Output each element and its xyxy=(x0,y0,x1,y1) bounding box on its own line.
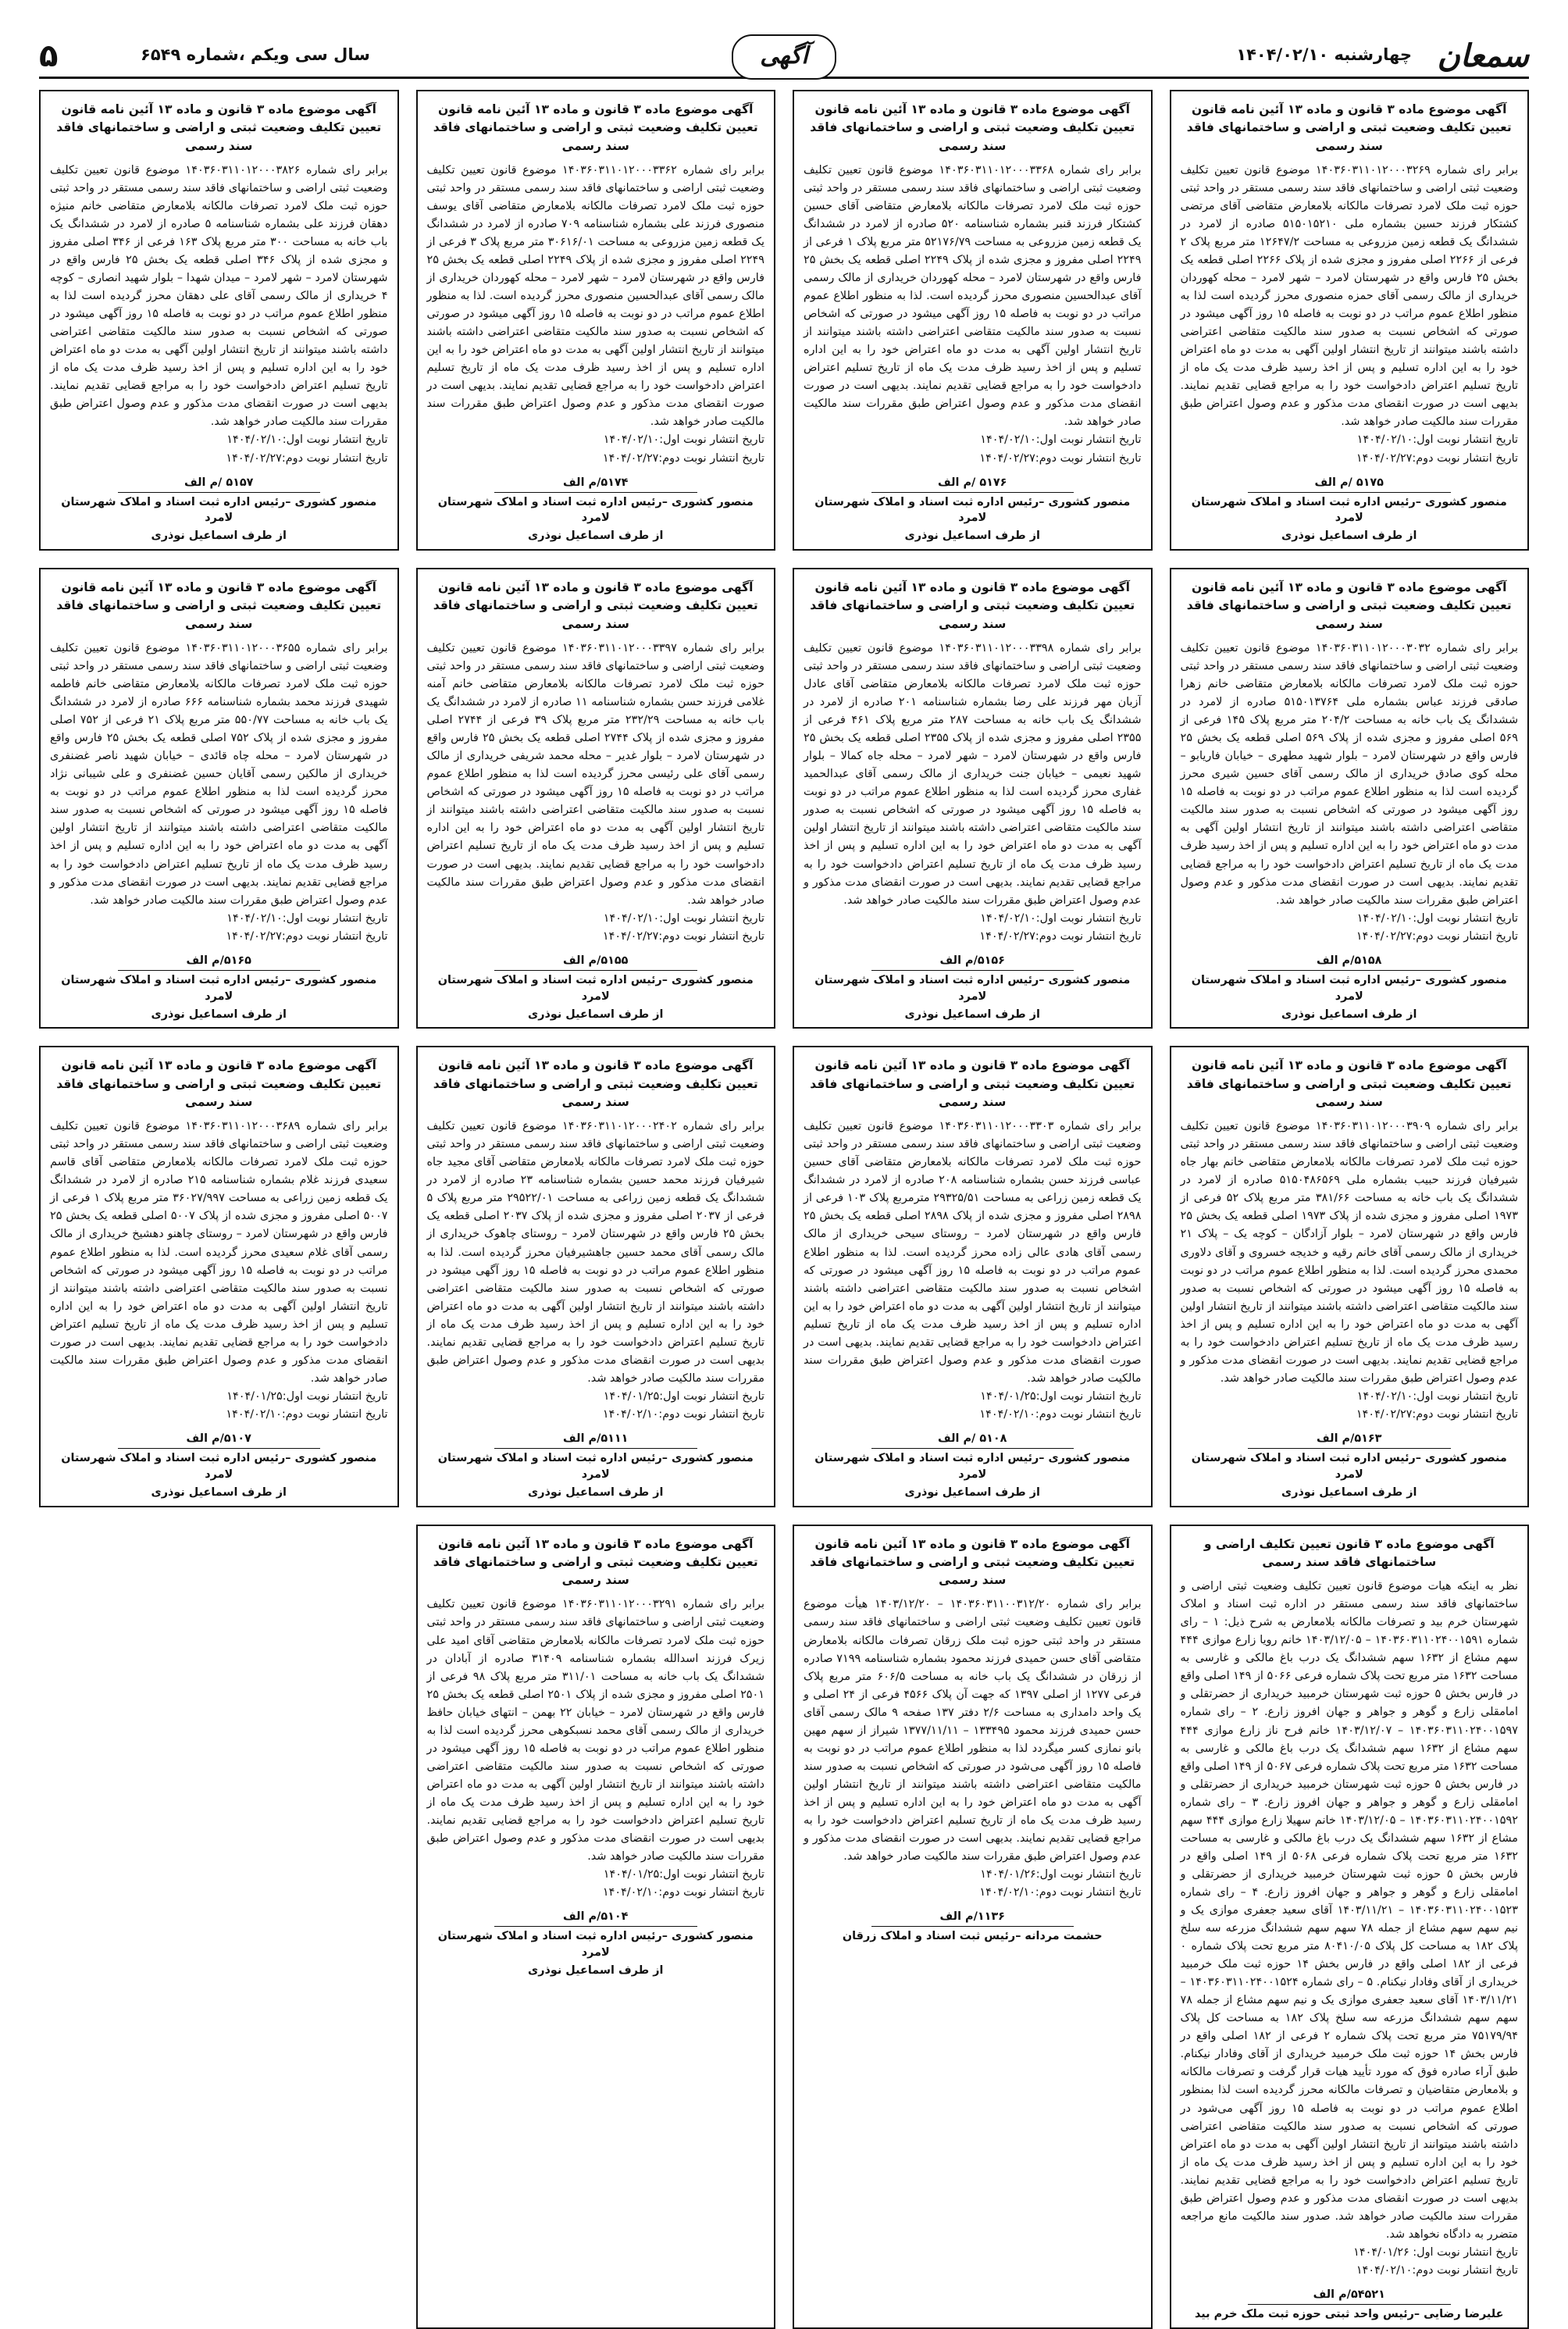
ad-date-second: تاریخ انتشار نوبت دوم:۱۴۰۴/۰۲/۱۰ xyxy=(1356,2263,1518,2277)
ad-date-first: تاریخ انتشار نوبت اول:۱۴۰۴/۰۱/۲۵ xyxy=(603,1868,764,1881)
section-title: آگهی xyxy=(732,34,836,80)
ad-code: ۵۱۵۶/م الف xyxy=(939,954,1005,967)
ad-body: برابر رای شماره ۱۴۰۳۶۰۳۱۱۰۱۲۰۰۰۳۰۳۲ موضوع قانون تعیین تکلیف وضعیت ثبتی اراضی و ساختمانهای فاقد سند رسمی مستقر در واحد ثبتی حوزه ثبت ملک لامرد تصرفات مالکانه بلامعارض متقاضی خانم زهرا صادقی فرزند عباس بشماره ملی ۵۱۵۰۱۳۷۶۴ صادره از لامرد در ششدانگ یک باب خانه به مساحت ۲۰۴/۲ متر مربع پلاک ۱۴۵ فرعی از ۵۶۹ اصلی مفروز و مجزی شده از پلاک ۵۶۹ اصلی قطعه یک بخش ۲۵ فارس واقع در شهرستان لامرد – بلوار شهید مطهری – خیابان فاریابو – محله کوی صادق خریداری از مالک رسمی آقای حسین شیری محرز گردیده است لذا به منظور اطلاع عموم مراتب در دو نوبت به فاصله ۱۵ روز آگهی میشود در صورتی که اشخاص نسبت به صدور سند مالکیت متقاضی اعتراضی داشته باشند میتوانند از تاریخ انتشار اولین آگهی به مدت دو ماه اعتراض خود را به این اداره تسلیم و پس از اخذ رسید ظرف مدت یک ماه از تاریخ تسلیم اعتراض دادخواست خود را به مراجع قضایی تقدیم نمایند. بدیهی است در صورت انقضای مدت مذکور و عدم وصول اعتراض طبق مقررات سند مالکیت صادر خواهد شد. xyxy=(1180,641,1518,907)
ad-code: ۵۱۵۷ /م الف xyxy=(184,476,254,489)
divider xyxy=(118,1448,321,1449)
ad-date-second: تاریخ انتشار نوبت دوم:۱۴۰۴/۰۲/۱۰ xyxy=(602,1407,764,1421)
ad-signer: منصور کشوری –رئیس اداره ثبت اسناد و املاک شهرستان لامرد xyxy=(1191,1452,1507,1481)
ad-body: برابر رای شماره ۱۴۰۳۶۰۳۱۱۰۰۳۱۲/۲۰ – ۱۴۰۳/۱۲/۲۰ هیأت موضوع قانون تعیین تکلیف وضعیت ثبتی اراضی و ساختمانهای فاقد سند رسمی مستقر در واحد ثبتی حوزه ثبت ملک زرقان تصرفات مالکانه بلامعارض متقاضی آقای حسن حمیدی فرزند محمود بشماره شناسنامه ۷۱۹۹ صادره از زرقان در ششدانگ یک باب خانه به مساحت ۶۰۶/۵ متر مربع پلاک فرعی ۱۲۷۷ از اصلی ۱۳۹۷ که جهت آن پلاک ۴۵۶۶ فرعی از ۲۴ اصلی و یک واحد دامداری به مساحت ۲/۶ دفتر ۱۳۷ صفحه ۹ مالک رسمی آقای حسن حمیدی فرزند محمود ۱۳۳۴۹۵ – ۱۳۷۷/۱۱/۱۱ شیراز از سهم مهین بانو نمازی کسر میگردد لذا به منظور اطلاع عموم مراتب در دو نوبت به فاصله ۱۵ روز آگهی می‌شود در صورتی که اشخاص نسبت به صدور سند مالکیت متقاضی اعتراضی داشته باشند میتوانند از تاریخ انتشار اولین آگهی به مدت دو ماه اعتراض خود را به این اداره تسلیم و پس از اخذ رسید ظرف مدت یک ماه از تاریخ تسلیم اعتراض دادخواست خود را به مراجع قضایی تقدیم نمایند. بدیهی است در صورت انقضای مدت مذکور و عدم وصول اعتراض طبق مقررات سند مالکیت صادر خواهد شد. xyxy=(804,1598,1142,1864)
ad-date-first: تاریخ انتشار نوبت اول: ۱۴۰۴/۰۱/۲۶ xyxy=(1353,2245,1518,2259)
ad-body: برابر رای شماره ۱۴۰۳۶۰۳۱۱۰۱۲۰۰۰۳۳۹۷ موضوع قانون تعیین تکلیف وضعیت ثبتی اراضی و ساختمانهای فاقد سند رسمی مستقر در واحد ثبتی حوزه ثبت ملک لامرد تصرفات مالکانه بلامعارض متقاضی خانم آمنه غلامی فرزند حسن بشماره شناسنامه ۱۱ صادره از لامرد در ششدانگ یک باب خانه به مساحت ۲۳۲/۲۹ متر مربع پلاک ۳۹ فرعی از ۲۷۴۴ اصلی مفروز و مجزی شده از پلاک ۲۷۴۴ اصلی قطعه یک بخش ۲۵ فارس واقع در شهرستان لامرد – بلوار غدیر – محله محمد شریفی خریداری از مالک رسمی آقای علی رئیسی محرز گردیده است لذا به منظور اطلاع عموم مراتب در دو نوبت به فاصله ۱۵ روز آگهی میشود در صورتی که اشخاص نسبت به صدور سند مالکیت متقاضی اعتراضی داشته باشند میتوانند از تاریخ انتشار اولین آگهی به مدت دو ماه اعتراض خود را به این اداره تسلیم و پس از اخذ رسید ظرف مدت یک ماه از تاریخ تسلیم اعتراض دادخواست خود را به مراجع قضایی تقدیم نمایند. بدیهی است در صورت انقضای مدت مذکور و عدم وصول اعتراض طبق مقررات سند مالکیت صادر خواهد شد. xyxy=(426,641,765,907)
divider xyxy=(494,492,697,493)
ad-code: ۱۱۳۶/م الف xyxy=(939,1910,1005,1924)
ad-code: ۵۱۵۵/م الف xyxy=(563,954,629,967)
ad-signer: منصور کشوری –رئیس اداره ثبت اسناد و املاک شهرستان لامرد xyxy=(437,495,754,525)
ad-title: آگهی موضوع ماده ۳ قانون و ماده ۱۳ آئین نامه قانون تعیین تکلیف وضعیت ثبتی و اراضی و ساختمانهای فاقد سند رسمی xyxy=(56,1058,382,1109)
ads-grid xyxy=(39,90,1529,2321)
ad-signer: منصور کشوری –رئیس اداره ثبت اسناد و املاک شهرستان لامرد xyxy=(61,1452,377,1481)
newspaper-logo: سمعان xyxy=(1437,37,1529,74)
ad-date-first: تاریخ انتشار نوبت اول:۱۴۰۴/۰۲/۱۰ xyxy=(1356,1389,1518,1403)
divider xyxy=(118,970,321,971)
ad-body: برابر رای شماره ۱۴۰۳۶۰۳۱۱۰۱۲۰۰۰۳۳۹۸ موضوع قانون تعیین تکلیف وضعیت ثبتی اراضی و ساختمانهای فاقد سند رسمی مستقر در واحد ثبتی حوزه ثبت ملک لامرد تصرفات مالکانه بلامعارض متقاضی آقای عادل آزبان مهر فرزند علی رضا بشماره شناسنامه ۲۰۱ صادره از لامرد در ششدانگ یک باب خانه به مساحت ۲۸۷ متر مربع پلاک ۴۶۱ فرعی از ۲۳۵۵ اصلی مفروز و مجزی شده از پلاک ۲۳۵۵ اصلی قطعه یک بخش ۲۵ فارس واقع در شهرستان لامرد – شهر لامرد – محله جاه کمالا – بلوار شهید نعیمی – خیابان جنت خریداری از مالک رسمی آقای عبدالحمید غفاری محرز گردیده است لذا به منظور اطلاع عموم مراتب در دو نوبت به فاصله ۱۵ روز آگهی میشود در صورتی که اشخاص نسبت به صدور سند مالکیت متقاضی اعتراضی داشته باشند میتوانند از تاریخ انتشار اولین آگهی به مدت دو ماه اعتراض خود را به این اداره تسلیم و پس از اخذ رسید ظرف مدت یک ماه از تاریخ تسلیم اعتراض دادخواست خود را به مراجع قضایی تقدیم نمایند. بدیهی است در صورت انقضای مدت مذکور و عدم وصول اعتراض طبق مقررات سند مالکیت صادر خواهد شد. xyxy=(804,641,1142,907)
ad-box xyxy=(793,1525,1153,2329)
ad-signer: منصور کشوری –رئیس اداره ثبت اسناد و املاک شهرستان لامرد xyxy=(814,1452,1131,1481)
ad-code: ۵۱۷۴/م الف xyxy=(563,476,629,489)
ad-signer-deputy: از طرف اسماعیل نوذری xyxy=(528,1485,664,1499)
ad-date-second: تاریخ انتشار نوبت دوم:۱۴۰۴/۰۲/۲۷ xyxy=(1356,451,1518,465)
ad-box xyxy=(1170,1525,1530,2329)
ad-signer-deputy: از طرف اسماعیل نوذری xyxy=(151,1485,287,1499)
ad-signer: منصور کشوری –رئیس اداره ثبت اسناد و املاک شهرستان لامرد xyxy=(437,1930,754,1960)
divider xyxy=(871,970,1074,971)
ad-signer: منصور کشوری –رئیس اداره ثبت اسناد و املاک شهرستان لامرد xyxy=(1191,973,1507,1003)
ad-date-first: تاریخ انتشار نوبت اول:۱۴۰۴/۰۱/۲۵ xyxy=(603,1389,764,1403)
ad-box xyxy=(416,1046,776,1507)
ad-signer: حشمت مردانه –رئیس ثبت اسناد و املاک زرقان xyxy=(842,1930,1103,1943)
ad-body: برابر رای شماره ۱۴۰۳۶۰۳۱۱۰۱۲۰۰۰۳۳۰۳ موضوع قانون تعیین تکلیف وضعیت ثبتی اراضی و ساختمانهای فاقد سند رسمی مستقر در واحد ثبتی حوزه ثبت ملک لامرد تصرفات مالکانه بلامعارض متقاضی آقای حسین عباسی فرزند حسن بشماره شناسنامه ۲۰۸ صادره از لامرد در ششدانگ یک قطعه زمین زراعی به مساحت ۲۹۳۲۵/۵۱ مترمربع پلاک ۱۰۳ فرعی از ۲۸۹۸ اصلی مفروز و مجزی شده از پلاک ۲۸۹۸ اصلی قطعه یک بخش ۲۵ فارس واقع در شهرستان لامرد – روستای سیحی خریداری از مالک رسمی آقای هادی عالی زاده محرز گردیده است. لذا به منظور اطلاع عموم مراتب در دو نوبت به فاصله ۱۵ روز آگهی میشود در صورتی که اشخاص نسبت به صدور سند مالکیت متقاضی اعتراضی داشته باشند میتوانند از تاریخ انتشار اولین آگهی به مدت دو ماه اعتراض خود را به این اداره تسلیم و پس از اخذ رسید ظرف مدت یک ماه از تاریخ تسلیم اعتراض دادخواست خود را به مراجع قضایی تقدیم نمایند. بدیهی است در صورت انقضای مدت مذکور و عدم وصول اعتراض طبق مقررات سند مالکیت صادر خواهد شد. xyxy=(804,1120,1142,1385)
divider xyxy=(871,1448,1074,1449)
ad-date-second: تاریخ انتشار نوبت دوم:۱۴۰۴/۰۲/۲۷ xyxy=(1356,929,1518,943)
ad-date-second: تاریخ انتشار نوبت دوم:۱۴۰۴/۰۲/۲۷ xyxy=(602,451,764,465)
ad-signer-deputy: از طرف اسماعیل نوذری xyxy=(151,1008,287,1021)
ad-date-second: تاریخ انتشار نوبت دوم:۱۴۰۴/۰۲/۲۷ xyxy=(979,929,1142,943)
ad-code: ۵۱۶۳/م الف xyxy=(1317,1432,1382,1445)
ad-body: برابر رای شماره ۱۴۰۳۶۰۳۱۱۰۱۲۰۰۰۳۳۶۸ موضوع قانون تعیین تکلیف وضعیت ثبتی اراضی و ساختمانهای فاقد سند رسمی مستقر در واحد ثبتی حوزه ثبت ملک لامرد تصرفات مالکانه بلامعارض متقاضی آقای حسین کشتکار فرزند قنبر بشماره شناسنامه ۵۲۰ صادره از لامرد در ششدانگ یک قطعه زمین مزروعی به مساحت ۵۲۱۷۶/۷۹ متر مربع پلاک ۱ فرعی از ۲۲۴۹ اصلی مفروز و مجزی شده از پلاک ۲۲۴۹ اصلی قطعه یک بخش ۲۵ فارس واقع در شهرستان لامرد – محله کهوردان خریداری از مالک رسمی آقای عبدالحسین منصوری محرز گردیده است. لذا به منظور اطلاع عموم مراتب در دو نوبت به فاصله ۱۵ روز آگهی میشود در صورتی که اشخاص نسبت به صدور سند مالکیت متقاضی اعتراضی داشته باشند میتوانند از تاریخ انتشار اولین آگهی به مدت دو ماه اعتراض خود را به این اداره تسلیم و پس از اخذ رسید ظرف مدت یک ماه از تاریخ تسلیم اعتراض دادخواست خود را به مراجع قضایی تقدیم نمایند. بدیهی است در صورت انقضای مدت مذکور و عدم وصول اعتراض طبق مقررات سند مالکیت صادر خواهد شد. xyxy=(804,163,1142,429)
ad-date-second: تاریخ انتشار نوبت دوم:۱۴۰۴/۰۲/۲۷ xyxy=(1356,1407,1518,1421)
ad-code: ۵۱۰۴/م الف xyxy=(563,1910,629,1924)
ad-date-first: تاریخ انتشار نوبت اول:۱۴۰۴/۰۲/۱۰ xyxy=(980,911,1142,925)
page-number: ۵ xyxy=(39,38,59,74)
ad-signer-deputy: از طرف اسماعیل نوذری xyxy=(528,1964,664,1977)
ad-box xyxy=(1170,568,1530,1029)
ad-title: آگهی موضوع ماده ۳ قانون و ماده ۱۳ آئین نامه قانون تعیین تکلیف وضعیت ثبتی و اراضی و ساختمانهای فاقد سند رسمی xyxy=(433,1536,758,1588)
ad-title: آگهی موضوع ماده ۳ قانون و ماده ۱۳ آئین نامه قانون تعیین تکلیف وضعیت ثبتی و اراضی و ساختمانهای فاقد سند رسمی xyxy=(433,102,758,153)
ad-box xyxy=(416,1525,776,2329)
ad-signer: منصور کشوری –رئیس اداره ثبت اسناد و املاک شهرستان لامرد xyxy=(814,495,1131,525)
ad-signer-deputy: از طرف اسماعیل نوذری xyxy=(528,530,664,543)
ad-date-second: تاریخ انتشار نوبت دوم:۱۴۰۴/۰۲/۲۷ xyxy=(602,929,764,943)
divider xyxy=(1248,970,1451,971)
ad-date-first: تاریخ انتشار نوبت اول:۱۴۰۴/۰۲/۱۰ xyxy=(1356,911,1518,925)
ad-body: برابر رای شماره ۱۴۰۳۶۰۳۱۱۰۱۲۰۰۰۳۹۰۹ موضوع قانون تعیین تکلیف وضعیت ثبتی اراضی و ساختمانهای فاقد سند رسمی مستقر در واحد ثبتی حوزه ثبت ملک لامرد تصرفات مالکانه بلامعارض متقاضی خانم بهار جاه شیرفیان فرزند حبیب بشماره ملی ۵۱۵۰۴۸۶۵۶۹ صادره از لامرد در ششدانگ یک باب خانه به مساحت ۳۸۱/۶۶ متر مربع پلاک ۵۲ فرعی از ۱۹۷۳ اصلی مفروز و مجزی شده از پلاک ۱۹۷۳ اصلی قطعه یک بخش ۲۵ فارس واقع در شهرستان لامرد – بلوار آزادگان – کوچه یک – پلاک ۲۱ خریداری از مالک رسمی آقای خانم رقیه و خدیجه خسروی و آقای دلاوری محمدی محرز گردیده است. لذا به منظور اطلاع عموم مراتب در دو نوبت به فاصله ۱۵ روز آگهی میشود در صورتی که اشخاص نسبت به صدور سند مالکیت متقاضی اعتراضی داشته باشند میتوانند از تاریخ انتشار اولین آگهی به مدت دو ماه اعتراض خود را به این اداره تسلیم و پس از اخذ رسید ظرف مدت یک ماه از تاریخ تسلیم اعتراض دادخواست خود را به مراجع قضایی تقدیم نمایند. بدیهی است در صورت انقضای مدت مذکور و عدم وصول اعتراض طبق مقررات سند مالکیت صادر خواهد شد. xyxy=(1180,1120,1519,1385)
divider xyxy=(118,492,321,493)
ad-box xyxy=(39,568,399,1029)
ad-code: ۵۱۰۸ /م الف xyxy=(938,1432,1007,1445)
ad-signer-deputy: از طرف اسماعیل نوذری xyxy=(528,1008,664,1021)
divider xyxy=(871,1926,1074,1927)
ad-box xyxy=(1170,90,1530,551)
ad-box xyxy=(793,568,1153,1029)
ad-body: برابر رای شماره ۱۴۰۳۶۰۳۱۱۰۱۲۰۰۰۳۶۵۵ موضوع قانون تعیین تکلیف وضعیت ثبتی اراضی و ساختمانهای فاقد سند رسمی مستقر در واحد ثبتی حوزه ثبت ملک لامرد تصرفات مالکانه بلامعارض متقاضی خانم فاطمه شهیدی فرزند محمد بشماره شناسنامه ۶۶۶ صادره از لامرد در ششدانگ یک باب خانه به مساحت ۵۵۰/۷۷ متر مربع پلاک ۲۱ فرعی از ۷۵۲ اصلی مفروز و مجزی شده از پلاک ۷۵۲ اصلی قطعه یک بخش ۲۵ فارس واقع در شهرستان لامرد – محله چاه قائدی – خیابان شهید ناصر غضنفری خریداری از مالکین رسمی آقایان حسین غضنفری و علی شیبانی نژاد محرز گردیده است لذا به منظور اطلاع عموم مراتب در دو نوبت به فاصله ۱۵ روز آگهی میشود در صورتی که اشخاص نسبت به صدور سند مالکیت متقاضی اعتراضی داشته باشند میتوانند از تاریخ انتشار اولین آگهی به مدت دو ماه اعتراض خود را به این اداره تسلیم و پس از اخذ رسید ظرف مدت یک ماه از تاریخ تسلیم اعتراض دادخواست خود را به مراجع قضایی تقدیم نمایند. بدیهی است در صورت انقضای مدت مذکور و عدم وصول اعتراض طبق مقررات سند مالکیت صادر خواهد شد. xyxy=(50,641,388,907)
ad-title: آگهی موضوع ماده ۳ قانون و ماده ۱۳ آئین نامه قانون تعیین تکلیف وضعیت ثبتی و اراضی و ساختمانهای فاقد سند رسمی xyxy=(810,1058,1135,1109)
ad-signer: منصور کشوری –رئیس اداره ثبت اسناد و املاک شهرستان لامرد xyxy=(1191,495,1507,525)
ad-date-first: تاریخ انتشار نوبت اول:۱۴۰۴/۰۲/۱۰ xyxy=(1356,433,1518,447)
ad-box xyxy=(793,1046,1153,1507)
ad-title: آگهی موضوع ماده ۳ قانون و ماده ۱۳ آئین نامه قانون تعیین تکلیف وضعیت ثبتی و اراضی و ساختمانهای فاقد سند رسمی xyxy=(810,580,1135,631)
ad-title: آگهی موضوع ماده ۳ قانون و ماده ۱۳ آئین نامه قانون تعیین تکلیف وضعیت ثبتی و اراضی و ساختمانهای فاقد سند رسمی xyxy=(56,102,382,153)
ad-body: برابر رای شماره ۱۴۰۳۶۰۳۱۱۰۱۲۰۰۰۳۲۶۹ موضوع قانون تعیین تکلیف وضعیت ثبتی اراضی و ساختمانهای فاقد سند رسمی مستقر در واحد ثبتی حوزه ثبت ملک لامرد تصرفات مالکانه بلامعارض متقاضی آقای مرتضی کشتکار فرزند حسین بشماره ملی ۵۱۵۰۱۵۲۱۰ صادره از لامرد در ششدانگ یک قطعه زمین مزروعی به مساحت ۱۲۶۴۷/۲ متر مربع پلاک ۲ فرعی از ۲۲۶۶ اصلی مفروز و مجزی شده از پلاک ۲۲۶۶ اصلی قطعه یک بخش ۲۵ فارس واقع در شهرستان لامرد – شهر لامرد – محله کهوردان خریداری از مالک رسمی آقای حمزه منصوری محرز گردیده است لذا به منظور اطلاع عموم مراتب در دو نوبت به فاصله ۱۵ روز آگهی میشود در صورتی که اشخاص نسبت به صدور سند مالکیت متقاضی اعتراضی داشته باشند میتوانند از تاریخ انتشار اولین آگهی به مدت دو ماه اعتراض خود را به این اداره تسلیم و پس از اخذ رسید ظرف مدت یک ماه از تاریخ تسلیم اعتراض دادخواست خود را به مراجع قضایی تقدیم نمایند. بدیهی است در صورت انقضای مدت مذکور و عدم وصول اعتراض طبق مقررات سند مالکیت صادر خواهد شد. xyxy=(1180,163,1519,429)
ad-box xyxy=(39,1046,399,1507)
divider xyxy=(1248,1448,1451,1449)
ad-date-first: تاریخ انتشار نوبت اول:۱۴۰۴/۰۱/۲۵ xyxy=(226,1389,388,1403)
divider xyxy=(1248,2304,1451,2305)
ad-date-first: تاریخ انتشار نوبت اول:۱۴۰۴/۰۱/۲۵ xyxy=(980,1389,1142,1403)
ad-box xyxy=(1170,1046,1530,1507)
ad-date-first: تاریخ انتشار نوبت اول:۱۴۰۴/۰۱/۲۶ xyxy=(980,1868,1142,1881)
ad-code: ۵۱۱۱/م الف xyxy=(563,1432,629,1445)
ad-title: آگهی موضوع ماده ۳ قانون و ماده ۱۳ آئین نامه قانون تعیین تکلیف وضعیت ثبتی و اراضی و ساختمانهای فاقد سند رسمی xyxy=(1186,102,1512,153)
ad-signer: منصور کشوری –رئیس اداره ثبت اسناد و املاک شهرستان لامرد xyxy=(437,1452,754,1481)
ad-code: ۵۱۰۷/م الف xyxy=(186,1432,251,1445)
ad-date-second: تاریخ انتشار نوبت دوم:۱۴۰۴/۰۲/۱۰ xyxy=(979,1886,1142,1899)
issue-info: سال سی ویکم ،شماره ۶۵۴۹ xyxy=(141,45,370,64)
divider xyxy=(1248,492,1451,493)
ad-box xyxy=(416,90,776,551)
ad-body: برابر رای شماره ۱۴۰۳۶۰۳۱۱۰۱۲۰۰۰۳۶۸۹ موضوع قانون تعیین تکلیف وضعیت ثبتی اراضی و ساختمانهای فاقد سند رسمی مستقر در واحد ثبتی حوزه ثبت ملک لامرد تصرفات مالکانه بلامعارض متقاضی آقای قاسم سعیدی فرزند غلام بشماره شناسنامه ۲۱۵ صادره از لامرد در ششدانگ یک قطعه زمین زراعی به مساحت ۳۶۰۲۷/۹۹۷ متر مربع پلاک ۱ فرعی از ۵۰۰۷ اصلی مفروز و مجزی شده از پلاک ۵۰۰۷ اصلی قطعه یک بخش ۲۵ فارس واقع در شهرستان لامرد – روستای چاهنو دهشیخ خریداری از مالک رسمی آقای غلام سعیدی محرز گردیده است. لذا به منظور اطلاع عموم مراتب در دو نوبت به فاصله ۱۵ روز آگهی میشود در صورتی که اشخاص نسبت به صدور سند مالکیت متقاضی اعتراضی داشته باشند میتوانند از تاریخ انتشار اولین آگهی به مدت دو ماه اعتراض خود را به این اداره تسلیم و پس از اخذ رسید ظرف مدت یک ماه از تاریخ تسلیم اعتراض دادخواست خود را به مراجع قضایی تقدیم نمایند. بدیهی است در صورت انقضای مدت مذکور و عدم وصول اعتراض طبق مقررات سند مالکیت صادر خواهد شد. xyxy=(50,1120,388,1385)
ad-code: ۵۱۵۸/م الف xyxy=(1317,954,1382,967)
ad-box xyxy=(416,568,776,1029)
ad-signer: علیرضا رضایی –رئیس واحد ثبتی حوزه ثبت ملک خرم بید xyxy=(1194,2308,1504,2321)
ad-date-first: تاریخ انتشار نوبت اول:۱۴۰۴/۰۲/۱۰ xyxy=(226,911,388,925)
ad-signer-deputy: از طرف اسماعیل نوذری xyxy=(904,1485,1040,1499)
ad-title: آگهی موضوع ماده ۳ قانون و ماده ۱۳ آئین نامه قانون تعیین تکلیف وضعیت ثبتی و اراضی و ساختمانهای فاقد سند رسمی xyxy=(433,580,758,631)
ad-box xyxy=(793,90,1153,551)
ad-signer: منصور کشوری –رئیس اداره ثبت اسناد و املاک شهرستان لامرد xyxy=(437,973,754,1003)
ad-signer-deputy: از طرف اسماعیل نوذری xyxy=(904,530,1040,543)
ad-body: نظر به اینکه هیات موضوع قانون تعیین تکلیف وضعیت ثبتی اراضی و ساختمانهای فاقد سند رسمی مستقر در اداره ثبت اسناد و املاک شهرستان خرم بید و تصرفات مالکانه بلامعارض به شرح ذیل: ۱ – رای شماره ۱۴۰۳۶۰۳۱۱۰۲۴۰۰۱۵۹۱ – ۱۴۰۳/۱۲/۰۵ خانم رویا زارع موازی ۴۴۴ سهم مشاع از ۱۶۳۲ سهم ششدانگ یک درب باغ مالکی و غارسی به مساحت ۱۶۳۲ متر مربع تحت پلاک شماره فرعی ۵۰۶۶ از ۱۴۹ اصلی واقع در فارس بخش ۵ حوزه ثبت شهرستان خرمبید خریداری از حضرتقلی و امامقلی زارع و گوهر و جواهر و جهان افروز زارع. ۲ – رای شماره ۱۴۰۳۶۰۳۱۱۰۲۴۰۰۱۵۹۷ – ۱۴۰۳/۱۲/۰۷ خانم فرح ناز زارع موازی ۴۴۴ سهم مشاع از ۱۶۳۲ سهم ششدانگ یک درب باغ مالکی و غارسی به مساحت ۱۶۳۲ متر مربع تحت پلاک شماره فرعی ۵۰۶۷ از ۱۴۹ اصلی واقع در فارس بخش ۵ حوزه ثبت شهرستان خرمبید خریداری از حضرتقلی و امامقلی زارع و گوهر و جواهر و جهان افروز زارع. ۳ – رای شماره ۱۴۰۳۶۰۳۱۱۰۲۴۰۰۱۵۹۲ – ۱۴۰۳/۱۲/۰۵ خانم سهیلا زارع موازی ۴۴۴ سهم مشاع از ۱۶۳۲ سهم ششدانگ یک درب باغ مالکی و غارسی به مساحت ۱۶۳۲ متر مربع تحت پلاک شماره فرعی ۵۰۶۸ از ۱۴۹ اصلی واقع در فارس بخش ۵ حوزه ثبت شهرستان خرمبید خریداری از حضرتقلی و امامقلی زارع و گوهر و جواهر و جهان افروز زارع. ۴ – رای شماره ۱۴۰۳۶۰۳۱۱۰۲۴۰۰۱۵۲۳ – ۱۴۰۳/۱۱/۲۱ آقای سعید جعفری موازی یک و نیم سهم سهم مشاع از جمله ۷۸ سهم سهم ششدانگ مزرعه سه سلخ پلاک ۱۸۲ به مساحت کل پلاک ۸۰۴۱۰/۰۵ متر مربع تحت پلاک شماره ۰ فرعی از ۱۸۲ اصلی واقع در فارس بخش ۱۴ حوزه ثبت ملک خرمبید خریداری از آقای وفادار نیکنام. ۵ – رای شماره ۱۴۰۳۶۰۳۱۱۰۲۴۰۰۱۵۲۴ – ۱۴۰۳/۱۱/۲۱ آقای سعید جعفری موازی یک و نیم سهم مشاع از جمله ۷۸ سهم سهم ششدانگ مزرعه سه سلخ پلاک ۱۸۲ به مساحت کل پلاک ۷۵۱۷۹/۹۴ متر مربع تحت پلاک شماره ۲ فرعی از ۱۸۲ اصلی واقع در فارس بخش ۱۴ حوزه ثبت ملک خرمبید خریداری از آقای وفادار نیکنام. طبق آراء صادره فوق که مورد تأیید هیات قرار گرفت و تصرفات مالکانه و بلامعارض متقاضیان و تصرفات مالکانه محرز گردیده است لذا بمنظور اطلاع عموم مراتب در دو نوبت به فاصله ۱۵ روز آگهی می‌شود در صورتی که اشخاص نسبت به صدور سند مالکیت متقاضی اعتراضی داشته باشند میتوانند از تاریخ انتشار اولین آگهی به مدت دو ماه اعتراض خود را به این اداره تسلیم و پس از اخذ رسید ظرف مدت یک ماه از تاریخ تسلیم اعتراض دادخواست خود را به مراجع قضایی تقدیم نمایند. بدیهی است در صورت انقضای مدت مذکور و عدم وصول اعتراض طبق مقررات سند مالکیت صادر خواهد شد. صدور سند مالکیت مانع مراجعه متضرر به دادگاه نخواهد شد. xyxy=(1180,1580,1519,2241)
ad-body: برابر رای شماره ۱۴۰۳۶۰۳۱۱۰۱۲۰۰۰۲۴۰۲ موضوع قانون تعیین تکلیف وضعیت ثبتی اراضی و ساختمانهای فاقد سند رسمی مستقر در واحد ثبتی حوزه ثبت ملک لامرد تصرفات مالکانه بلامعارض متقاضی آقای مجید جاه شیرفیان فرزند محمد حسین بشماره شناسنامه ۲۳ صادره از لامرد در ششدانگ یک قطعه زمین زراعی به مساحت ۲۹۵۲۲/۰۱ متر مربع پلاک ۵ فرعی از ۲۰۳۷ اصلی مفروز و مجزی شده از پلاک ۲۰۳۷ اصلی قطعه یک بخش ۲۵ فارس واقع در شهرستان لامرد – روستای چاهوک خریداری از مالک رسمی آقای محمد حسین جاهشیرفیان محرز گردیده است. لذا به منظور اطلاع عموم مراتب در دو نوبت به فاصله ۱۵ روز آگهی میشود در صورتی که اشخاص نسبت به صدور سند مالکیت متقاضی اعتراضی داشته باشند میتوانند از تاریخ انتشار اولین آگهی به مدت دو ماه اعتراض خود را به این اداره تسلیم و پس از اخذ رسید ظرف مدت یک ماه از تاریخ تسلیم اعتراض دادخواست خود را به مراجع قضایی تقدیم نمایند. بدیهی است در صورت انقضای مدت مذکور و عدم وصول اعتراض طبق مقررات سند مالکیت صادر خواهد شد. xyxy=(426,1120,764,1385)
divider xyxy=(494,1926,697,1927)
ad-signer-deputy: از طرف اسماعیل نوذری xyxy=(151,530,287,543)
ad-box xyxy=(39,90,399,551)
ad-body: برابر رای شماره ۱۴۰۳۶۰۳۱۱۰۱۲۰۰۰۳۳۶۲ موضوع قانون تعیین تکلیف وضعیت ثبتی اراضی و ساختمانهای فاقد سند رسمی مستقر در واحد ثبتی حوزه ثبت ملک لامرد تصرفات مالکانه بلامعارض متقاضی آقای یوسف منصوری فرزند علی بشماره شناسنامه ۷۰۹ صادره از لامرد در ششدانگ یک قطعه زمین مزروعی به مساحت ۳۰۶۱۶/۰۱ متر مربع پلاک ۳ فرعی از ۲۲۴۹ اصلی مفروز و مجزی شده از پلاک ۲۲۴۹ اصلی قطعه یک بخش ۲۵ فارس واقع در شهرستان لامرد – شهر لامرد – محله کهوردان خریداری از مالک رسمی آقای عبدالحسین منصوری محرز گردیده است. لذا به منظور اطلاع عموم مراتب در دو نوبت به فاصله ۱۵ روز آگهی میشود در صورتی که اشخاص نسبت به صدور سند مالکیت متقاضی اعتراضی داشته باشند میتوانند از تاریخ انتشار اولین آگهی به مدت دو ماه اعتراض خود را به این اداره تسلیم و پس از اخذ رسید ظرف مدت یک ماه از تاریخ تسلیم اعتراض دادخواست خود را به مراجع قضایی تقدیم نمایند. بدیهی است در صورت انقضای مدت مذکور و عدم وصول اعتراض طبق مقررات سند مالکیت صادر خواهد شد. xyxy=(426,163,764,429)
ad-signer-deputy: از طرف اسماعیل نوذری xyxy=(904,1008,1040,1021)
issue-date: چهارشنبه ۱۴۰۴/۰۲/۱۰ xyxy=(1236,45,1412,64)
ad-body: برابر رای شماره ۱۴۰۳۶۰۳۱۱۰۱۲۰۰۰۳۸۲۶ موضوع قانون تعیین تکلیف وضعیت ثبتی اراضی و ساختمانهای فاقد سند رسمی مستقر در واحد ثبتی حوزه ثبت ملک لامرد تصرفات مالکانه بلامعارض متقاضی خانم منیژه دهقان فرزند علی بشماره شناسنامه ۵ صادره از لامرد در ششدانگ یک باب خانه به مساحت ۳۰۰ متر مربع پلاک ۱۶۳ فرعی از ۳۴۶ اصلی مفروز و مجزی شده از پلاک ۳۴۶ اصلی قطعه یک بخش ۲۵ فارس واقع در شهرستان لامرد – شهر لامرد – میدان شهدا – بلوار شهید انصاری – کوچه ۴ خریداری از مالک رسمی آقای علی دهقان محرز گردیده است لذا به منظور اطلاع عموم مراتب در دو نوبت به فاصله ۱۵ روز آگهی میشود در صورتی که اشخاص نسبت به صدور سند مالکیت متقاضی اعتراضی داشته باشند میتوانند از تاریخ انتشار اولین آگهی به مدت دو ماه اعتراض خود را به این اداره تسلیم و پس از اخذ رسید ظرف مدت یک ماه از تاریخ تسلیم اعتراض دادخواست خود را به مراجع قضایی تقدیم نمایند. بدیهی است در صورت انقضای مدت مذکور و عدم وصول اعتراض طبق مقررات سند مالکیت صادر خواهد شد. xyxy=(50,163,388,429)
ad-date-second: تاریخ انتشار نوبت دوم:۱۴۰۴/۰۲/۱۰ xyxy=(979,1407,1142,1421)
ad-title: آگهی موضوع ماده ۳ قانون و ماده ۱۳ آئین نامه قانون تعیین تکلیف وضعیت ثبتی و اراضی و ساختمانهای فاقد سند رسمی xyxy=(1186,1058,1512,1109)
ad-date-first: تاریخ انتشار نوبت اول:۱۴۰۴/۰۲/۱۰ xyxy=(603,433,764,447)
ad-signer: منصور کشوری –رئیس اداره ثبت اسناد و املاک شهرستان لامرد xyxy=(61,495,377,525)
ad-date-first: تاریخ انتشار نوبت اول:۱۴۰۴/۰۲/۱۰ xyxy=(603,911,764,925)
ad-title: آگهی موضوع ماده ۳ قانون و ماده ۱۳ آئین نامه قانون تعیین تکلیف وضعیت ثبتی و اراضی و ساختمانهای فاقد سند رسمی xyxy=(810,1536,1135,1588)
ad-code: ۵۴۵۲۱/م الف xyxy=(1313,2288,1385,2301)
ad-title: آگهی موضوع ماده ۳ قانون و ماده ۱۳ آئین نامه قانون تعیین تکلیف وضعیت ثبتی و اراضی و ساختمانهای فاقد سند رسمی xyxy=(433,1058,758,1109)
ad-title: آگهی موضوع ماده ۳ قانون و ماده ۱۳ آئین نامه قانون تعیین تکلیف وضعیت ثبتی و اراضی و ساختمانهای فاقد سند رسمی xyxy=(1186,580,1512,631)
ad-date-second: تاریخ انتشار نوبت دوم:۱۴۰۴/۰۲/۱۰ xyxy=(226,1407,388,1421)
ad-date-second: تاریخ انتشار نوبت دوم:۱۴۰۴/۰۲/۲۷ xyxy=(226,929,388,943)
ad-code: ۵۱۷۵ /م الف xyxy=(1314,476,1384,489)
divider xyxy=(494,970,697,971)
ad-date-second: تاریخ انتشار نوبت دوم:۱۴۰۴/۰۲/۲۷ xyxy=(226,451,388,465)
ad-date-second: تاریخ انتشار نوبت دوم:۱۴۰۴/۰۲/۱۰ xyxy=(602,1886,764,1899)
ad-code: ۵۱۷۶ /م الف xyxy=(938,476,1007,489)
ad-signer-deputy: از طرف اسماعیل نوذری xyxy=(1281,530,1417,543)
ad-signer-deputy: از طرف اسماعیل نوذری xyxy=(1281,1485,1417,1499)
ad-signer: منصور کشوری –رئیس اداره ثبت اسناد و املاک شهرستان لامرد xyxy=(814,973,1131,1003)
ad-date-first: تاریخ انتشار نوبت اول:۱۴۰۴/۰۲/۱۰ xyxy=(226,433,388,447)
ad-title: آگهی موضوع ماده ۳ قانون و ماده ۱۳ آئین نامه قانون تعیین تکلیف وضعیت ثبتی و اراضی و ساختمانهای فاقد سند رسمی xyxy=(56,580,382,631)
ad-title: آگهی موضوع ماده ۳ قانون تعیین تکلیف اراضی و ساختمانهای فاقد سند رسمی xyxy=(1203,1536,1495,1569)
ad-signer: منصور کشوری –رئیس اداره ثبت اسناد و املاک شهرستان لامرد xyxy=(61,973,377,1003)
divider xyxy=(871,492,1074,493)
ad-code: ۵۱۶۵/م الف xyxy=(186,954,251,967)
ad-signer-deputy: از طرف اسماعیل نوذری xyxy=(1281,1008,1417,1021)
divider xyxy=(494,1448,697,1449)
ad-title: آگهی موضوع ماده ۳ قانون و ماده ۱۳ آئین نامه قانون تعیین تکلیف وضعیت ثبتی و اراضی و ساختمانهای فاقد سند رسمی xyxy=(810,102,1135,153)
ad-body: برابر رای شماره ۱۴۰۳۶۰۳۱۱۰۱۲۰۰۰۳۲۹۱ موضوع قانون تعیین تکلیف وضعیت ثبتی اراضی و ساختمانهای فاقد سند رسمی مستقر در واحد ثبتی حوزه ثبت ملک لامرد تصرفات مالکانه بلامعارض متقاضی آقای امید علی زیرک فرزند اسدالله بشماره شناسنامه ۳۱۴۰۹ صادره از آبادان در ششدانگ یک باب خانه به مساحت ۳۱۱/۰۱ متر مربع پلاک ۹۸ فرعی از ۲۵۰۱ اصلی مفروز و مجزی شده از پلاک ۲۵۰۱ اصلی قطعه یک بخش ۲۵ فارس واقع در شهرستان لامرد – خیابان ۲۲ بهمن – انتهای خیابان حافظ خریداری از مالک رسمی آقای محمد نسبکوهی محرز گردیده است لذا به منظور اطلاع عموم مراتب در دو نوبت به فاصله ۱۵ روز آگهی میشود در صورتی که اشخاص نسبت به صدور سند مالکیت متقاضی اعتراضی داشته باشند میتوانند از تاریخ انتشار اولین آگهی به مدت دو ماه اعتراض خود را به این اداره تسلیم و پس از اخذ رسید ظرف مدت یک ماه از تاریخ تسلیم اعتراض دادخواست خود را به مراجع قضایی تقدیم نمایند. بدیهی است در صورت انقضای مدت مذکور و عدم وصول اعتراض طبق مقررات سند مالکیت صادر خواهد شد. xyxy=(426,1598,765,1864)
masthead xyxy=(39,37,1529,79)
ad-date-second: تاریخ انتشار نوبت دوم:۱۴۰۴/۰۲/۲۷ xyxy=(979,451,1142,465)
ad-date-first: تاریخ انتشار نوبت اول:۱۴۰۴/۰۲/۱۰ xyxy=(980,433,1142,447)
